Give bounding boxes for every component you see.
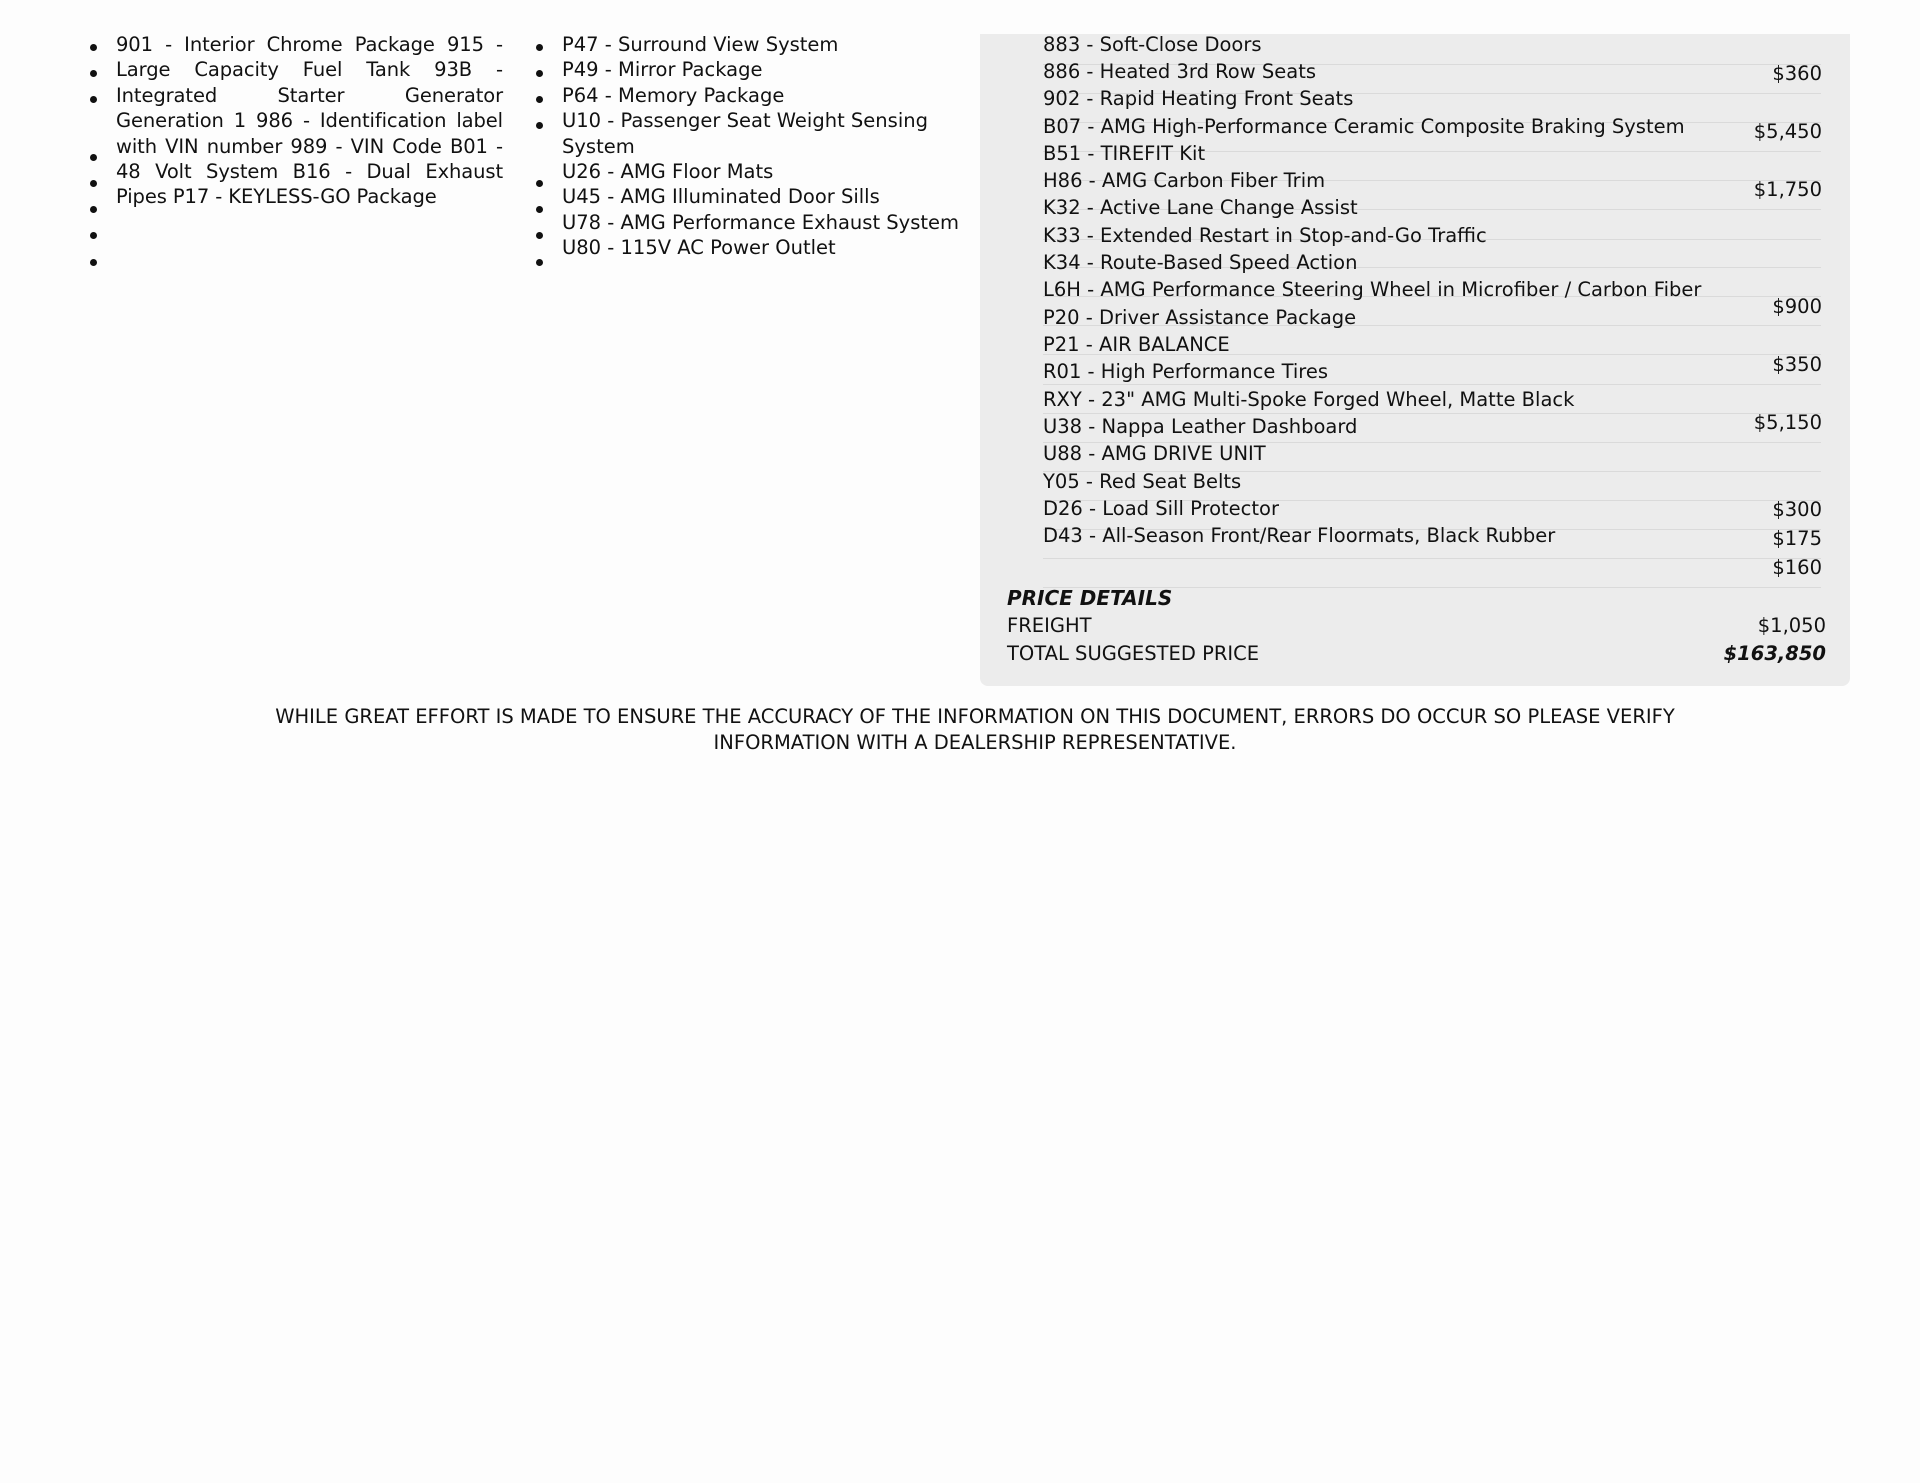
option-label: U88 - AMG DRIVE UNIT (1043, 442, 1266, 465)
list-item: U45 - AMG Illuminated Door Sills (562, 185, 880, 208)
option-label: RXY - 23" AMG Multi-Spoke Forged Wheel, Matte Black (1043, 388, 1575, 411)
bullet-icon (90, 259, 97, 266)
freight-value: $1,050 (1757, 614, 1826, 637)
list-item: U26 - AMG Floor Mats (562, 160, 774, 183)
bullet-icon (536, 122, 543, 129)
list-item: U80 - 115V AC Power Outlet (562, 236, 836, 259)
option-label: 902 - Rapid Heating Front Seats (1043, 87, 1354, 110)
bullet-icon (90, 44, 97, 51)
option-price: $350 (1772, 353, 1822, 376)
list-item: P64 - Memory Package (562, 84, 785, 107)
disclaimer-line: WHILE GREAT EFFORT IS MADE TO ENSURE THE ACCURACY OF THE INFORMATION ON THIS DOCUMENT, ERRORS DO OCCUR SO PLEASE VERIFY (275, 705, 1675, 728)
option-label: B07 - AMG High-Performance Ceramic Composite Braking System (1043, 115, 1685, 138)
option-price: $5,450 (1753, 120, 1822, 143)
option-label: K33 - Extended Restart in Stop-and-Go Traffic (1043, 224, 1487, 247)
option-label: K34 - Route-Based Speed Action (1043, 251, 1358, 274)
freight-label: FREIGHT (1007, 614, 1092, 637)
price-details-heading: PRICE DETAILS (1007, 586, 1173, 610)
bullet-icon (536, 259, 543, 266)
list-item: U78 - AMG Performance Exhaust System (562, 211, 960, 234)
bullet-icon (90, 96, 97, 103)
option-label: K32 - Active Lane Change Assist (1043, 196, 1358, 219)
option-label: L6H - AMG Performance Steering Wheel in Microfiber / Carbon Fiber (1043, 278, 1702, 301)
total-price-label: TOTAL SUGGESTED PRICE (1007, 642, 1260, 665)
disclaimer (200, 704, 1750, 756)
option-price: $175 (1772, 527, 1822, 550)
option-price: $5,150 (1753, 411, 1822, 434)
option-price: $300 (1772, 498, 1822, 521)
disclaimer-line: INFORMATION WITH A DEALERSHIP REPRESENTATIVE. (713, 731, 1237, 754)
bullet-icon (536, 70, 543, 77)
list-item: P47 - Surround View System (562, 33, 839, 56)
option-label: P20 - Driver Assistance Package (1043, 306, 1357, 329)
bullet-icon (90, 206, 97, 213)
list-item: System (562, 135, 635, 158)
option-label: P21 - AIR BALANCE (1043, 333, 1230, 356)
option-price: $1,750 (1753, 178, 1822, 201)
bullet-icon (90, 232, 97, 239)
option-label: U38 - Nappa Leather Dashboard (1043, 415, 1358, 438)
option-label: D26 - Load Sill Protector (1043, 497, 1279, 520)
total-price-value: $163,850 (1723, 642, 1826, 665)
option-price: $900 (1772, 295, 1822, 318)
option-label: 886 - Heated 3rd Row Seats (1043, 60, 1317, 83)
bullet-icon (536, 180, 543, 187)
option-label: R01 - High Performance Tires (1043, 360, 1329, 383)
option-price: $360 (1772, 62, 1822, 85)
bullet-icon (90, 70, 97, 77)
option-label: 883 - Soft-Close Doors (1043, 33, 1262, 56)
option-label: H86 - AMG Carbon Fiber Trim (1043, 169, 1326, 192)
optional-equipment-panel (980, 34, 1850, 686)
list-item: P49 - Mirror Package (562, 58, 763, 81)
option-label: D43 - All-Season Front/Rear Floormats, Black Rubber (1043, 524, 1556, 547)
options-paragraph: 901 - Interior Chrome Package 915 - Large Capacity Fuel Tank 93B - Integrated Starter Generator Generation 1 986 - Identification label with VIN number 989 - VIN Code B01 - 48 Volt System B16 - Dual Exhaust Pipes P17 - KEYLESS-GO Package (116, 33, 503, 209)
bullet-icon (536, 206, 543, 213)
option-price: $160 (1772, 556, 1822, 579)
option-label: B51 - TIREFIT Kit (1043, 142, 1206, 165)
row-divider (1043, 559, 1821, 588)
list-item: U10 - Passenger Seat Weight Sensing (562, 109, 928, 132)
bullet-icon (90, 180, 97, 187)
bullet-icon (536, 232, 543, 239)
bullet-icon (536, 44, 543, 51)
bullet-icon (536, 96, 543, 103)
bullet-icon (90, 154, 97, 161)
option-label: Y05 - Red Seat Belts (1043, 470, 1242, 493)
